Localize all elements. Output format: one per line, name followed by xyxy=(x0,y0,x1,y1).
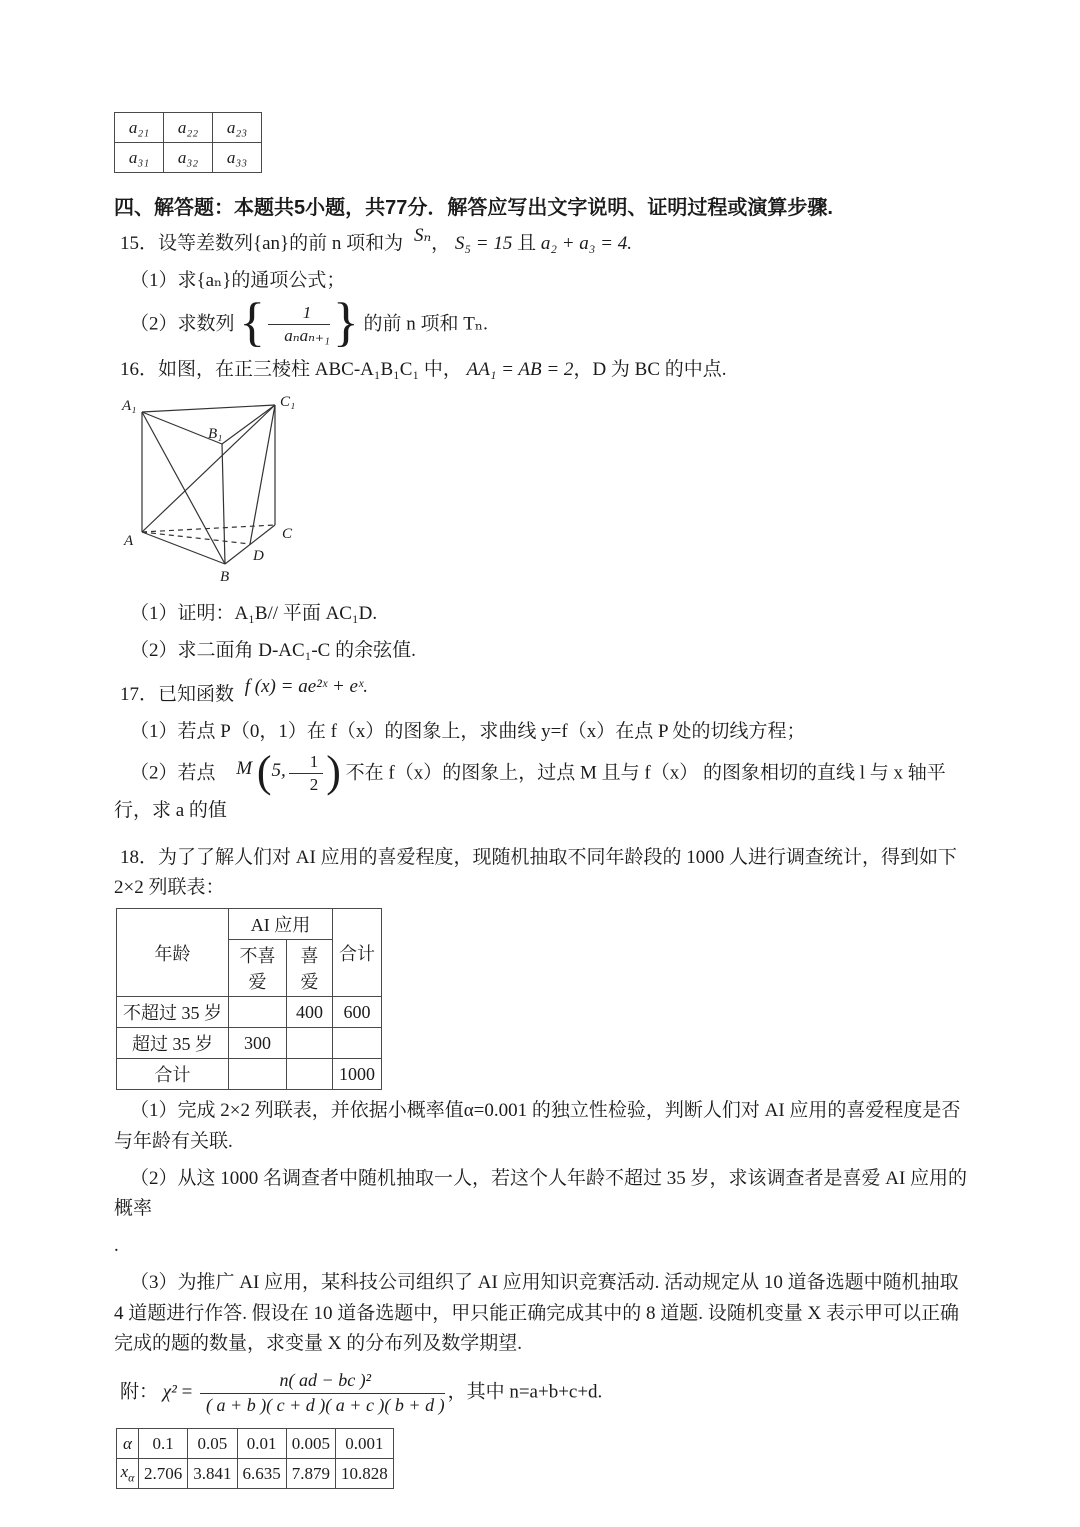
point-M-label: M xyxy=(236,758,253,780)
vertex-label-B1: B₁ xyxy=(208,425,223,442)
matrix-table xyxy=(114,112,262,173)
x-base: x xyxy=(120,1462,129,1482)
q16-intro-post: ，D 为 BC 的中点. xyxy=(573,359,727,381)
header-age: 年龄 xyxy=(117,909,229,997)
critical-value: 10.828 xyxy=(336,1459,394,1489)
subheader-like: 喜爱 xyxy=(287,940,333,997)
q16-intro-pre: 16．如图，在正三棱柱 ABC-A₁B₁C₁ 中， xyxy=(120,359,462,381)
vertex-label-C1: C₁ xyxy=(280,393,296,410)
q15-part2-post: 的前 n 项和 Tₙ. xyxy=(363,313,488,335)
fraction-denominator: 2 xyxy=(309,775,319,795)
fraction-denominator: ( a + b )( c + d )( a + c )( b + d ) xyxy=(206,1394,445,1415)
alpha-value: 0.05 xyxy=(188,1429,237,1459)
q15-sn-formula: Sₙ xyxy=(413,225,432,246)
cell-like xyxy=(287,1059,333,1090)
appendix-label: 附： xyxy=(120,1381,159,1403)
appendix-post: ，其中 n=a+b+c+d. xyxy=(447,1381,603,1403)
x-sub: α xyxy=(128,1470,135,1485)
equals-sign: = xyxy=(181,1381,193,1403)
q15-asum-formula: a₂ + a₃ = 4. xyxy=(540,233,632,254)
matrix-entry: a₂₃ xyxy=(226,117,248,137)
q15-intro xyxy=(114,225,972,260)
q18-part2-period: . xyxy=(114,1235,119,1257)
q17-part2-pre: （2）若点 xyxy=(130,762,216,784)
q15-and: 且 xyxy=(517,233,537,254)
q15-s5-formula: S₅ = 15 xyxy=(454,233,513,254)
point-M-x: 5, xyxy=(271,760,286,782)
matrix-cell xyxy=(115,113,164,143)
cell-total: 1000 xyxy=(333,1059,382,1090)
left-brace: { xyxy=(239,291,266,352)
q18-part1: （1）完成 2×2 列联表，并依据小概率值α=0.001 的独立性检验，判断人们对 AI 应用的喜爱程度是否与年龄有关联. xyxy=(114,1100,961,1152)
edge-AB xyxy=(142,532,225,564)
q17-part1: （1）若点 P（0，1）在 f（x）的图象上，求曲线 y=f（x）在点 P 处的切线方程； xyxy=(130,721,806,743)
edge-AC-dashed xyxy=(142,525,275,532)
alpha-value: 0.01 xyxy=(237,1429,286,1459)
contingency-table xyxy=(116,908,382,1090)
right-paren: ) xyxy=(326,747,341,797)
q15-intro-text: 15．设等差数列{an}的前 n 项和为 xyxy=(120,233,404,254)
table-row xyxy=(117,997,382,1028)
edge-BC xyxy=(225,525,275,564)
matrix-cell xyxy=(164,113,213,143)
table-row xyxy=(117,1028,382,1059)
q17-intro-pre: 17．已知函数 xyxy=(120,684,235,706)
row-label: 合计 xyxy=(117,1059,229,1090)
q15-part2-pre: （2）求数列 xyxy=(130,313,235,335)
critical-value: 3.841 xyxy=(188,1459,237,1489)
row-label: 超过 35 岁 xyxy=(117,1028,229,1059)
matrix-cell xyxy=(213,113,262,143)
q16-intro xyxy=(114,355,972,386)
matrix-row xyxy=(115,143,262,173)
q18-appendix xyxy=(114,1370,972,1416)
fraction-numerator: n( ad − bc )² xyxy=(200,1370,445,1394)
header-total: 合计 xyxy=(333,909,382,997)
chi-square-fraction xyxy=(200,1370,445,1416)
q17-fraction xyxy=(289,752,324,796)
table-row xyxy=(117,1059,382,1090)
fraction-denominator: aₙaₙ₊₁ xyxy=(284,326,330,346)
edge-B1B xyxy=(222,444,225,564)
matrix-entry: a₃₂ xyxy=(177,147,199,167)
q15-fraction xyxy=(268,303,330,347)
chi-square-symbol: χ² xyxy=(162,1381,177,1403)
q15-part1: （1）求{aₙ}的通项公式； xyxy=(130,269,346,291)
vertex-label-A1: A₁ xyxy=(122,397,137,414)
vertex-label-B: B xyxy=(220,568,230,585)
vertex-label-C: C xyxy=(282,525,293,542)
matrix-row xyxy=(115,113,262,143)
cell-dislike xyxy=(229,997,287,1028)
critical-value: 6.635 xyxy=(237,1459,286,1489)
vertex-label-D: D xyxy=(253,547,264,564)
left-paren: ( xyxy=(256,747,272,797)
vertex-label-A: A xyxy=(124,532,134,549)
q15-sep: ， xyxy=(431,233,451,254)
section-header: 四、解答题：本题共5小题，共77分．解答应写出文字说明、证明过程或演算步骤. xyxy=(114,197,833,219)
cell-total: 600 xyxy=(333,997,382,1028)
q16-part1: （1）证明：A₁B// 平面 AC₁D. xyxy=(130,602,378,624)
fraction-numerator: 1 xyxy=(268,303,330,325)
x-alpha-label xyxy=(117,1459,139,1489)
critical-value: 2.706 xyxy=(139,1459,188,1489)
alpha-label: α xyxy=(117,1429,139,1459)
q18-intro: 18．为了了解人们对 AI 应用的喜爱程度，现随机抽取不同年龄段的 1000 人进行调查统计，得到如下 2×2 列联表： xyxy=(114,846,958,899)
q17-intro xyxy=(114,676,972,711)
fraction-numerator: 1 xyxy=(289,752,324,774)
cell-like: 400 xyxy=(287,997,333,1028)
table-header-row xyxy=(117,909,382,940)
q15-part2 xyxy=(114,291,972,352)
critical-values-table xyxy=(116,1428,394,1489)
subheader-dislike: 不喜爱 xyxy=(229,940,287,997)
matrix-cell xyxy=(164,143,213,173)
header-ai: AI 应用 xyxy=(229,909,333,940)
row-label: 不超过 35 岁 xyxy=(117,997,229,1028)
q18-part2: （2）从这 1000 名调查者中随机抽取一人，若这个人年龄不超过 35 岁，求该调查者是喜爱 AI 应用的概率 xyxy=(114,1167,968,1220)
x-alpha-row xyxy=(117,1459,394,1489)
q17-part2-post: 不在 f（x）的图象上，过点 M 且与 f（x） 的图象相切的直线 l 与 x 轴平行，求 a 的值 xyxy=(114,762,946,821)
prism-figure xyxy=(120,392,320,593)
q16-condition-formula: AA₁ = AB = 2 xyxy=(466,359,574,381)
matrix-entry: a₂₂ xyxy=(177,117,199,137)
alpha-row xyxy=(117,1429,394,1459)
alpha-value: 0.001 xyxy=(336,1429,394,1459)
matrix-cell xyxy=(115,143,164,173)
matrix-entry: a₃₁ xyxy=(128,147,150,167)
right-brace: } xyxy=(332,291,359,352)
matrix-entry: a₂₁ xyxy=(128,117,150,137)
alpha-value: 0.005 xyxy=(286,1429,335,1459)
cell-dislike: 300 xyxy=(229,1028,287,1059)
prism-drawing xyxy=(120,392,310,588)
q16-part2: （2）求二面角 D-AC₁-C 的余弦值. xyxy=(130,639,416,661)
q18-part3: （3）为推广 AI 应用，某科技公司组织了 AI 应用知识竞赛活动. 活动规定从 10 道备选题中随机抽取 4 道题进行作答. 假设在 10 道备选题中，甲只能正确完成其中的 8 道题. 设随机变量 X 表示甲可以正确完成的题的数量，求变量 X 的分布列及数学期望. xyxy=(114,1271,959,1355)
edge-A1C1 xyxy=(142,405,275,412)
edge-B1C1 xyxy=(222,405,275,444)
cell-dislike xyxy=(229,1059,287,1090)
critical-value: 7.879 xyxy=(286,1459,335,1489)
cell-total xyxy=(333,1028,382,1059)
matrix-cell xyxy=(213,143,262,173)
matrix-entry: a₃₃ xyxy=(226,147,248,167)
cell-like xyxy=(287,1028,333,1059)
q17-part2 xyxy=(114,747,972,827)
q17-function-formula: f (x) = ae²ˣ + eˣ. xyxy=(244,676,369,698)
alpha-value: 0.1 xyxy=(139,1429,188,1459)
